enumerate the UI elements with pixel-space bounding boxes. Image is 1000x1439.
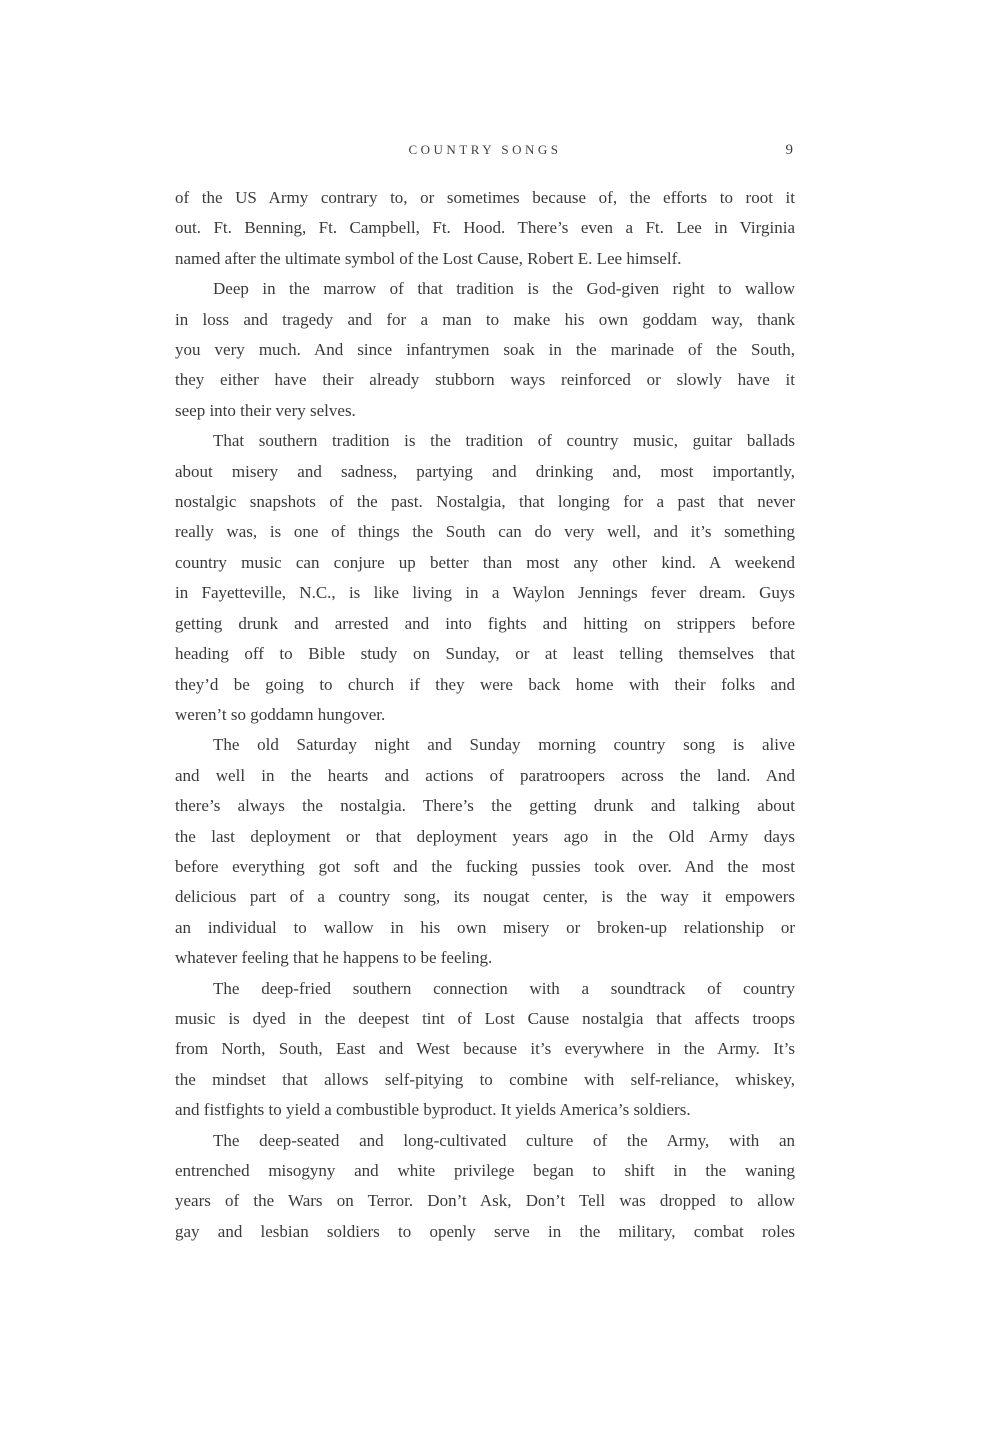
text-line: in Fayetteville, N.C., is like living in a Waylon Jennings fever dream. Guys — [175, 583, 795, 603]
text-line: gay and lesbian soldiers to openly serve in the military, combat roles — [175, 1221, 795, 1241]
text-line: really was, is one of things the South can do very well, and it’s something — [175, 522, 795, 542]
running-head-title: COUNTRY SONGS — [408, 142, 562, 157]
text-line: entrenched misogyny and white privilege began to shift in the waning — [175, 1161, 795, 1180]
text-line: That southern tradition is the tradition of country music, guitar ballads — [213, 431, 795, 451]
text-line: they either have their already stubborn ways reinforced or slowly have it — [175, 370, 795, 390]
text-line: The deep-seated and long-cultivated culture of the Army, with an — [213, 1130, 795, 1150]
text-line: in loss and tragedy and for a man to make his own goddam way, thank — [175, 309, 795, 329]
text-line: country music can conjure up better than most any other kind. A weekend — [175, 552, 795, 572]
text-line: seep into their very selves. — [175, 400, 356, 420]
text-line: from North, South, East and West because it’s everywhere in the Army. It’s — [175, 1039, 795, 1059]
text-line: and well in the hearts and actions of paratroopers across the land. And — [175, 765, 795, 785]
page-number: 9 — [785, 142, 793, 158]
text-line: music is dyed in the deepest tint of Lost Cause nostalgia that affects troops — [175, 1008, 795, 1028]
text-line: of the US Army contrary to, or sometimes because of, the efforts to root it — [175, 188, 795, 207]
text-line: there’s always the nostalgia. There’s the getting drunk and talking about — [175, 796, 795, 816]
text-line: the mindset that allows self-pitying to combine with self-reliance, whiskey, — [175, 1069, 795, 1089]
text-line: out. Ft. Benning, Ft. Campbell, Ft. Hood. There’s even a Ft. Lee in Virginia — [175, 218, 795, 238]
text-line: they’d be going to church if they were back home with their folks and — [175, 674, 795, 694]
text-line: about misery and sadness, partying and drinking and, most importantly, — [175, 461, 795, 481]
text-line: heading off to Bible study on Sunday, or at least telling themselves that — [175, 644, 795, 664]
text-line: named after the ultimate symbol of the Lost Cause, Robert E. Lee himself. — [175, 248, 682, 268]
text-column — [175, 141, 795, 1247]
text-line: getting drunk and arrested and into fights and hitting on strippers before — [175, 613, 795, 633]
text-line: The old Saturday night and Sunday morning country song is alive — [213, 735, 795, 755]
text-line: delicious part of a country song, its nougat center, is the way it empowers — [175, 887, 795, 907]
text-line: nostalgic snapshots of the past. Nostalgia, that longing for a past that never — [175, 492, 795, 512]
text-line: an individual to wallow in his own misery or broken-up relationship or — [175, 917, 795, 937]
page-body — [175, 183, 795, 1247]
running-header — [175, 141, 795, 159]
text-line: and fistfights to yield a combustible byproduct. It yields America’s soldiers. — [175, 1100, 691, 1120]
text-line: The deep-fried southern connection with a soundtrack of country — [213, 978, 795, 998]
text-line: years of the Wars on Terror. Don’t Ask, Don’t Tell was dropped to allow — [175, 1191, 795, 1211]
text-line: you very much. And since infantrymen soak in the marinade of the South, — [175, 340, 795, 360]
text-line: whatever feeling that he happens to be feeling. — [175, 948, 493, 968]
text-line: the last deployment or that deployment years ago in the Old Army days — [175, 826, 795, 846]
text-line: Deep in the marrow of that tradition is the God-given right to wallow — [213, 279, 795, 299]
text-line: weren’t so goddamn hungover. — [175, 704, 386, 724]
text-line: before everything got soft and the fucking pussies took over. And the most — [175, 856, 795, 876]
